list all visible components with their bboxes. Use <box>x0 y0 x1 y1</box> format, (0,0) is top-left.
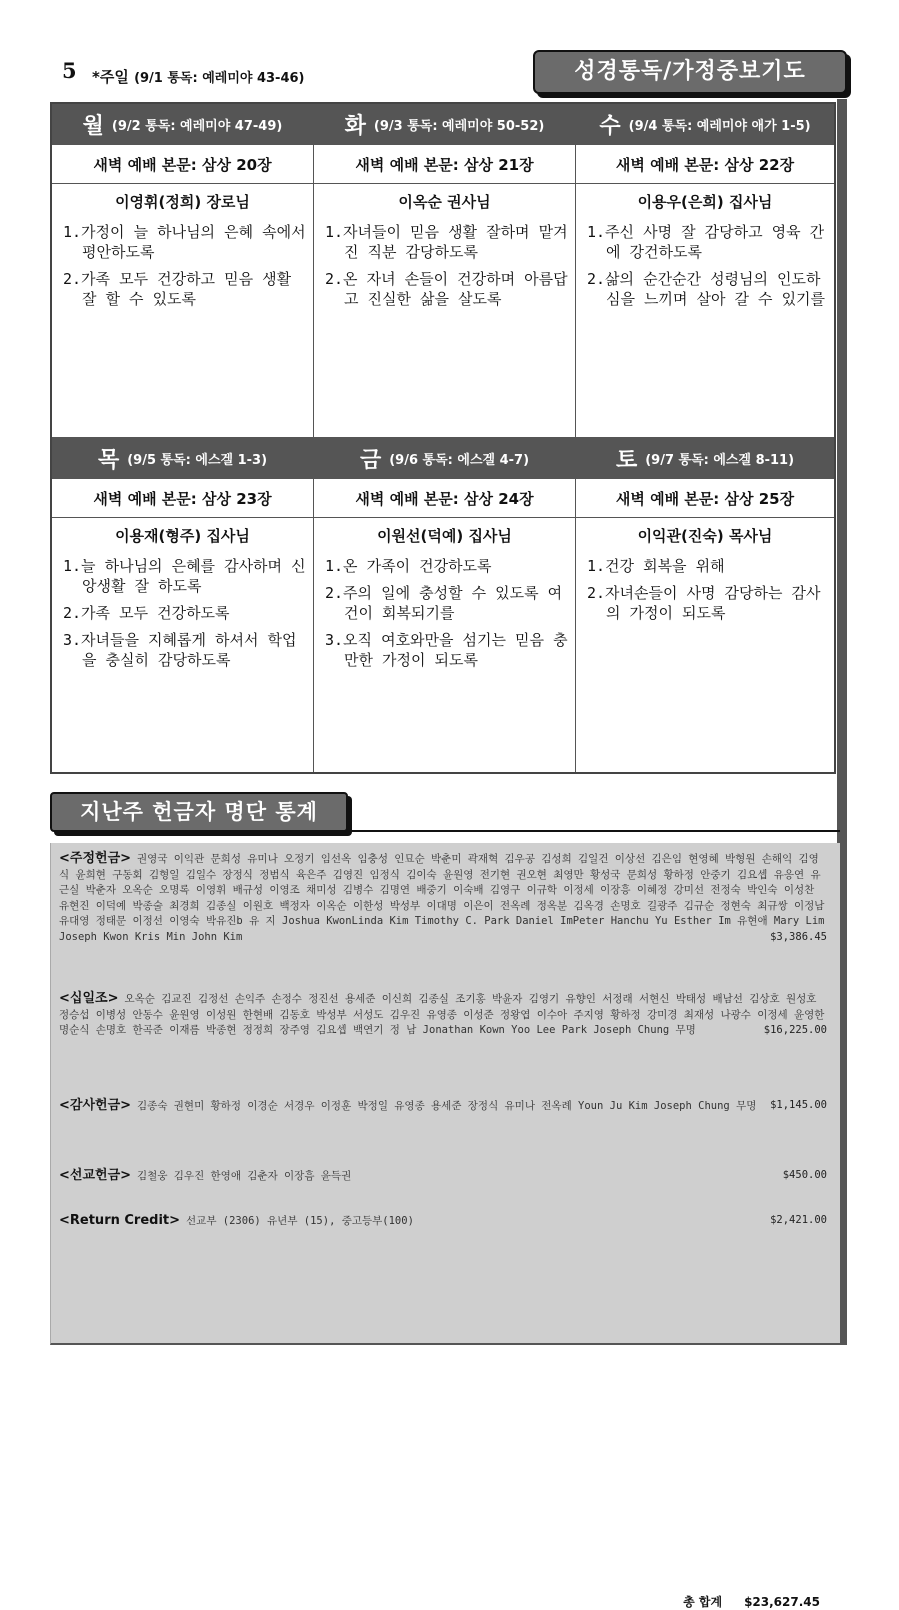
day-header <box>576 104 834 145</box>
sunday-reading <box>92 66 305 87</box>
day-cell <box>52 438 314 772</box>
prayer-item: 1.건강 회복을 위해 <box>587 557 725 575</box>
prayer-item: 2.주의 일에 충성할 수 있도록 여건이 회복되기를 <box>325 584 563 622</box>
dawn-service-text: 새벽 예배 본문: 삼상 22장 <box>576 145 834 184</box>
page-number: 5 <box>62 58 77 83</box>
day-cell <box>576 104 834 438</box>
day-cell <box>576 438 834 772</box>
day-cell <box>52 104 314 438</box>
prayer-family-name: 이원선(덕예) 집사님 <box>377 526 512 545</box>
offering-amount: $1,145.00 <box>770 1099 827 1111</box>
dawn-service-text: 새벽 예배 본문: 삼상 20장 <box>52 145 313 184</box>
offering-amount: $16,225.00 <box>763 1024 827 1037</box>
day-label: 월 <box>82 114 104 139</box>
offering-section <box>59 991 827 1039</box>
prayer-list <box>314 556 575 677</box>
day-label: 토 <box>615 448 638 473</box>
day-label: 화 <box>344 114 366 139</box>
offering-divider <box>346 830 840 832</box>
offering-banner: 지난주 헌금자 명단 통계 <box>50 792 348 832</box>
dawn-service-text: 새벽 예배 본문: 삼상 23장 <box>52 479 313 518</box>
prayer-item: 1.온 가족이 건강하도록 <box>325 557 492 575</box>
day-header <box>314 104 575 145</box>
offering-amount: $2,421.00 <box>770 1214 827 1226</box>
prayer-family-name: 이용우(은희) 집사님 <box>637 192 773 211</box>
prayer-item: 1.가정이 늘 하나님의 은혜 속에서 평안하도록 <box>63 223 306 261</box>
day-reading: (9/3 통독: 예레미야 50-52) <box>373 119 545 134</box>
offering-section <box>59 1168 827 1185</box>
dawn-service-text: 새벽 예배 본문: 삼상 21장 <box>314 145 575 184</box>
prayer-grid <box>50 102 836 774</box>
day-label: 금 <box>359 448 382 473</box>
offering-names: 권영국 이익관 문희성 유미나 오정기 임선옥 임충성 인묘순 박춘미 곽재혁 김우공 김성희 김일건 이상선 김은임 현영혜 박형원 손해익 김영식 윤희현 구동회 김형일 김일수 장정식 정범식 육은주 김영진 임정식 김이숙 윤원영 전기현 권오현 최영만 황성국 문희성 황하정 안중기 김요셉 유응연 유근실 박춘자 오옥순 오명록 이영휘 배규성 이영조 채미성 김병수 김명연 배중기 이숙배 김영구 이규학 이정세 이장흥 이혜정 강미선 전정숙 박인숙 이성찬 유현진 이덕예 박종술 최경희 김종실 이원호 백정자 이옥순 이한성 박성부 이대명 이은이 전옥례 정옥분 김옥경 손명호 길광주 김규순 정현숙 최규쌍 이정남 유대영 정태문 이정선 이영숙 박유진b 유 지 Joshua KwonLinda Kim Timothy C. Park Daniel ImPeter Hanchu Yu Esther Im 유현애 Mary Lim Joseph Kwon Kris Min John Kim <box>59 853 825 943</box>
day-reading: (9/4 통독: 예레미야 애가 1-5) <box>628 119 811 134</box>
prayer-list <box>314 222 575 316</box>
prayer-family-name: 이영휘(정희) 장로님 <box>115 192 250 211</box>
prayer-list <box>52 556 313 677</box>
prayer-family-name: 이옥순 권사님 <box>398 192 491 211</box>
offering-names: 김철웅 김우진 한영애 김춘자 이장흠 윤득권 <box>137 1170 352 1182</box>
offering-section <box>59 1213 827 1230</box>
prayer-item: 1.자녀들이 믿음 생활 잘하며 맡겨진 직분 감당하도록 <box>325 223 568 261</box>
sunday-label: *주일 <box>92 68 129 86</box>
offering-label: <Return Credit> <box>59 1213 181 1228</box>
offering-names: 김종숙 권현미 황하정 이경순 서경우 이정훈 박정일 유영종 용세준 장정식 유미나 전옥례 Youn Ju Kim Joseph Chung 무명 <box>137 1100 757 1112</box>
day-label: 목 <box>97 448 120 473</box>
offering-section <box>59 851 827 946</box>
offering-total <box>683 1593 820 1610</box>
offering-label: <선교헌금> <box>59 1168 132 1183</box>
prayer-list <box>576 222 834 316</box>
offering-label: <감사헌금> <box>59 1098 132 1113</box>
bible-reading-banner: 성경통독/가정중보기도 <box>533 50 847 94</box>
dawn-service-text: 새벽 예배 본문: 삼상 25장 <box>576 479 834 518</box>
prayer-list <box>52 222 313 316</box>
day-reading: (9/6 통독: 에스겔 4-7) <box>389 453 530 468</box>
day-label: 수 <box>599 114 621 139</box>
offering-amount: $3,386.45 <box>770 930 827 943</box>
day-cell <box>314 104 576 438</box>
day-reading: (9/5 통독: 에스겔 1-3) <box>127 453 268 468</box>
offering-names: 선교부 (2306) 유년부 (15), 중고등부(100) <box>186 1215 414 1227</box>
offering-label: <십일조> <box>59 991 119 1006</box>
prayer-item: 1.늘 하나님의 은혜를 감사하며 신앙생활 잘 하도록 <box>63 557 306 595</box>
total-amount: $23,627.45 <box>744 1595 820 1609</box>
prayer-item: 2.가족 모두 건강하도록 <box>63 604 230 622</box>
total-label: 총 합계 <box>683 1595 723 1609</box>
day-header <box>52 438 313 479</box>
offering-box <box>50 843 840 1609</box>
prayer-item: 3.자녀들을 지혜롭게 하셔서 학업을 충실히 감당하도록 <box>63 631 297 669</box>
prayer-item: 2.자녀손들이 사명 감당하는 감사의 가정이 되도록 <box>587 584 821 622</box>
prayer-item: 2.삶의 순간순간 성령님의 인도하심을 느끼며 살아 갈 수 있기를 <box>587 270 826 308</box>
prayer-item: 2.온 자녀 손들이 건강하며 아름답고 진실한 삶을 살도록 <box>325 270 568 308</box>
prayer-item: 3.오직 여호와만을 섬기는 믿음 충만한 가정이 되도록 <box>325 631 568 669</box>
day-reading: (9/7 통독: 에스겔 8-11) <box>645 453 795 468</box>
day-cell <box>314 438 576 772</box>
offering-amount: $450.00 <box>782 1169 827 1181</box>
prayer-item: 1.주신 사명 잘 감당하고 영육 간에 강건하도록 <box>587 223 825 261</box>
offering-section <box>59 1098 827 1115</box>
day-header <box>52 104 313 145</box>
day-header <box>314 438 575 479</box>
prayer-family-name: 이익관(진숙) 목사님 <box>637 526 773 545</box>
sunday-reading-text: (9/1 통독: 예레미야 43-46) <box>134 71 305 86</box>
prayer-family-name: 이용재(형주) 집사님 <box>115 526 250 545</box>
prayer-item: 2.가족 모두 건강하고 믿음 생활 잘 할 수 있도록 <box>63 270 292 308</box>
dawn-service-text: 새벽 예배 본문: 삼상 24장 <box>314 479 575 518</box>
day-header <box>576 438 834 479</box>
offering-label: <주정헌금> <box>59 851 132 866</box>
day-reading: (9/2 통독: 예레미야 47-49) <box>111 119 283 134</box>
prayer-list <box>576 556 834 630</box>
offering-names: 오옥순 김교진 김정선 손익주 손정수 정진선 용세준 이신희 김종실 조기홍 박윤자 김영기 유향인 서정래 서현신 박태성 배남선 김상호 원성호 정승섭 이병성 안동수 윤원영 이성원 한현배 김동호 박성부 서성도 김우진 유영종 이성준 정왕엽 이수아 주지영 황하정 강미경 최재성 나광수 이정세 윤영한 명순식 손명호 한곡준 이재름 박종현 정정희 장주영 김요셉 백연기 정 남 Jonathan Kown Yoo Lee Park Joseph Chung 무명 <box>59 993 825 1037</box>
